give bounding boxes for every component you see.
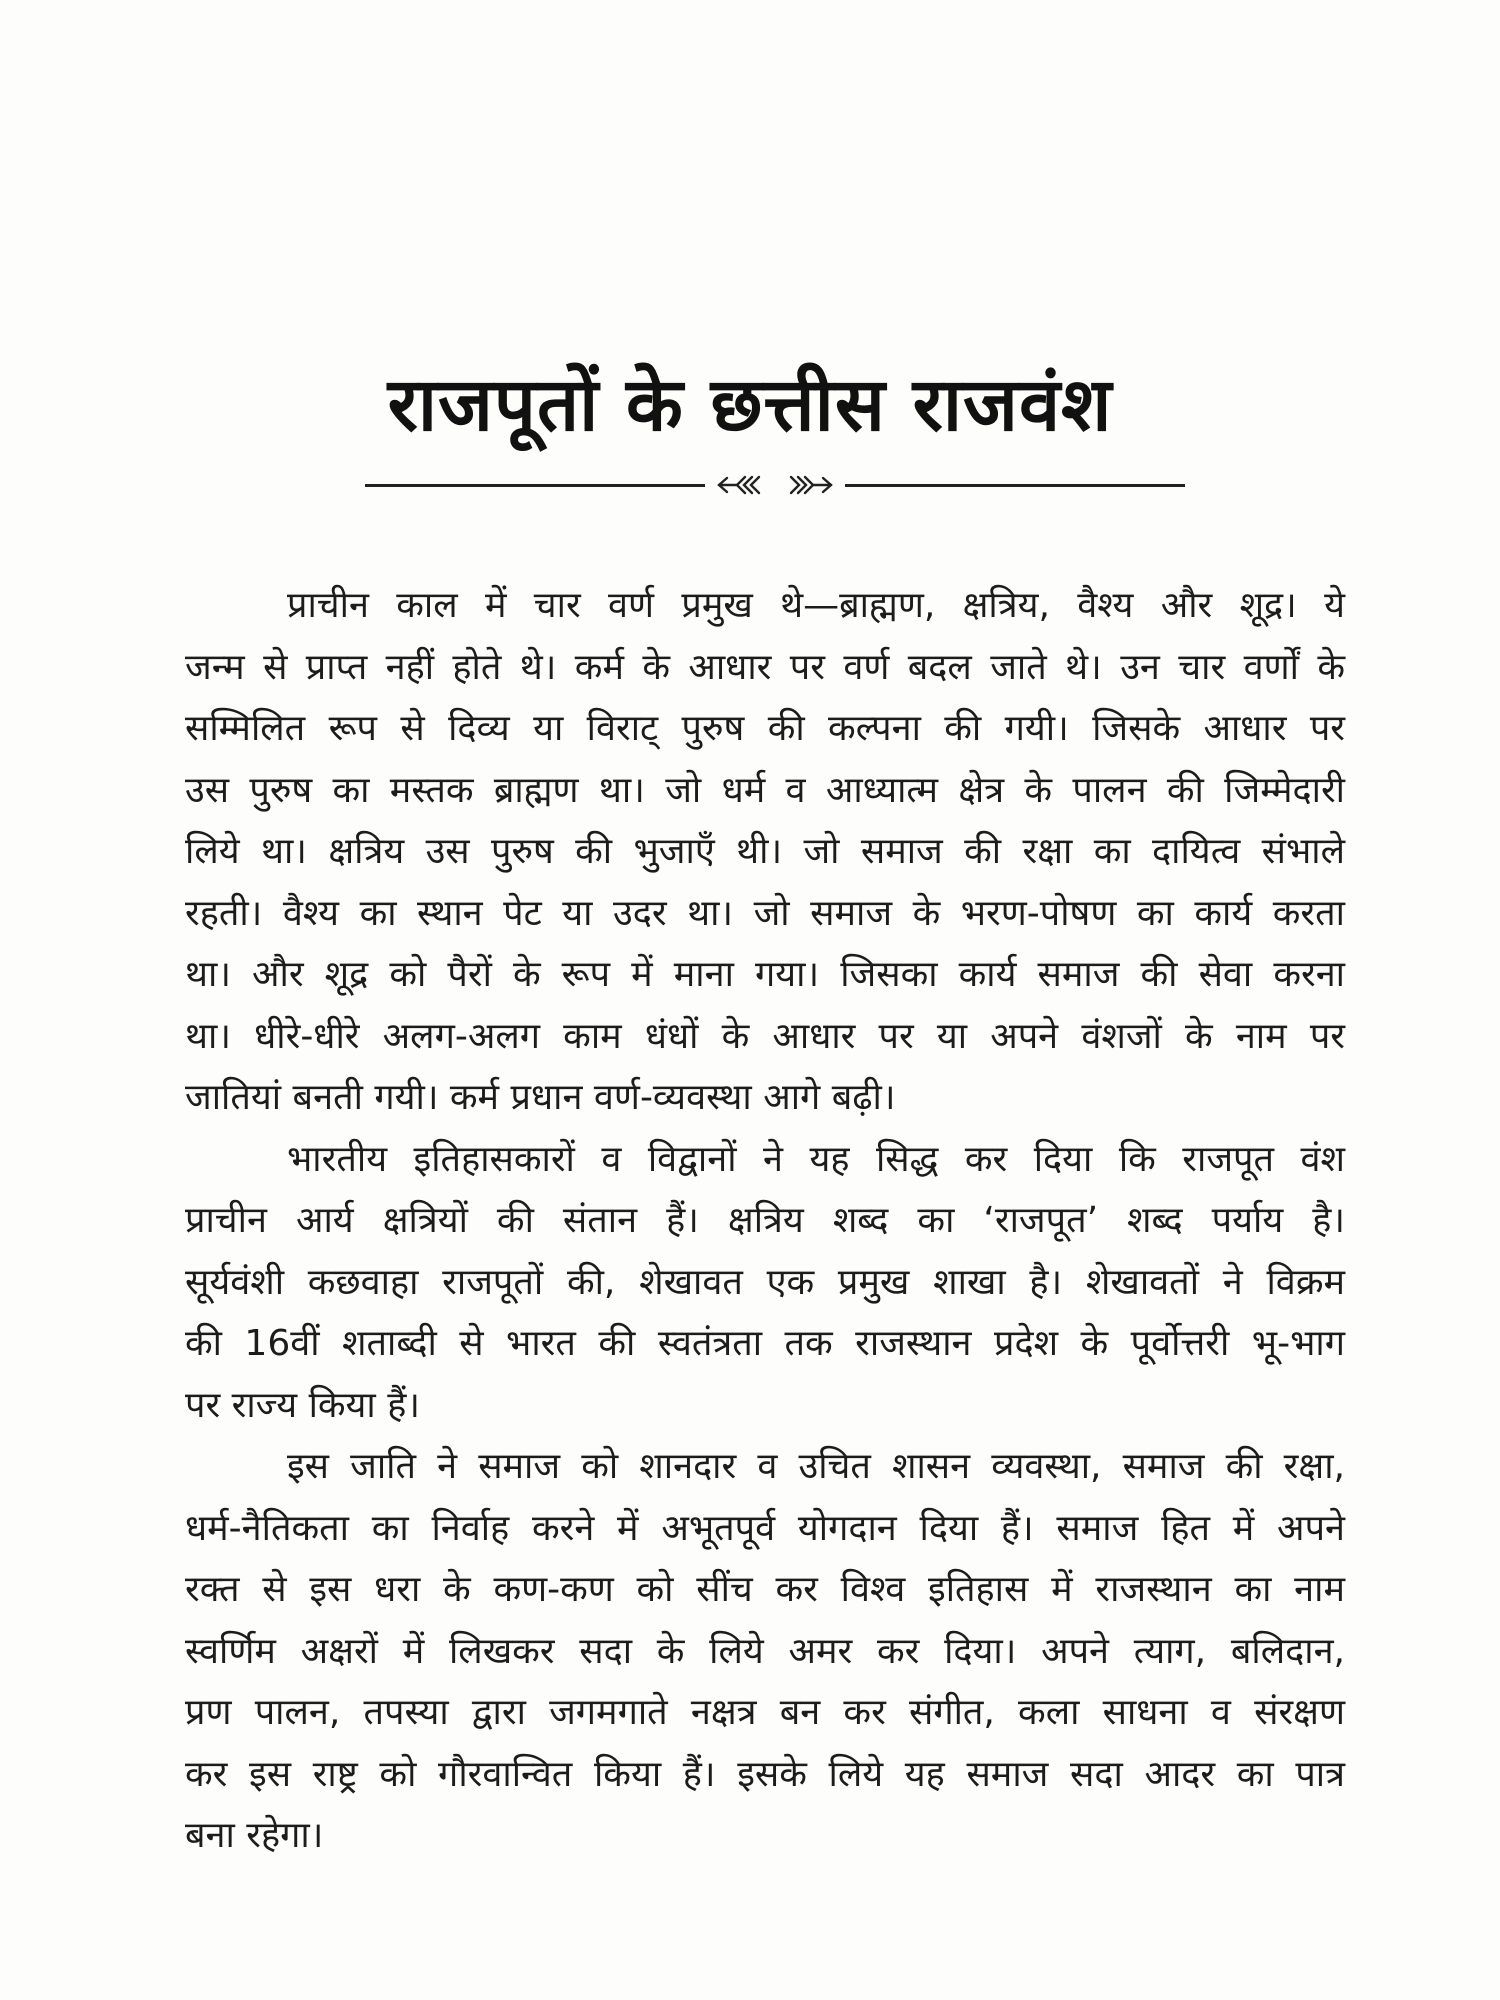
paragraph-3 xyxy=(185,1436,1345,1867)
text-line: धर्म-नैतिकता का निर्वाह करने में अभूतपूर्व योगदान दिया हैं। समाज हित में अपने xyxy=(185,1507,1345,1549)
text-line: लिये था। क्षत्रिय उस पुरुष की भुजाएँ थी। जो समाज की रक्षा का दायित्व संभाले xyxy=(185,831,1345,872)
text-line: पर राज्य किया हैं। xyxy=(185,1384,420,1426)
text-line: रक्त से इस धरा के कण-कण को सींच कर विश्व इतिहास में राजस्थान का नाम xyxy=(185,1569,1345,1610)
text-line: भारतीय इतिहासकारों व विद्वानों ने यह सिद्ध कर दिया कि राजपूत वंश xyxy=(287,1138,1345,1180)
text-line: था। और शूद्र को पैरों के रूप में माना गया। जिसका कार्य समाज की सेवा करना xyxy=(185,954,1345,995)
text-line: कर इस राष्ट्र को गौरवान्वित किया हैं। इसके लिये यह समाज सदा आदर का पात्र xyxy=(185,1753,1345,1795)
text-line: सूर्यवंशी कछवाहा राजपूतों की, शेखावत एक प्रमुख शाखा है। शेखावतों ने विक्रम xyxy=(185,1261,1345,1303)
text-line: की 16वीं शताब्दी से भारत की स्वतंत्रता तक राजस्थान प्रदेश के पूर्वोत्तरी भू-भाग xyxy=(185,1323,1345,1364)
paragraph-2 xyxy=(185,1129,1345,1437)
paragraph-1 xyxy=(185,575,1345,1129)
arrow-ornament-icon xyxy=(715,470,835,500)
text-line: उस पुरुष का मस्तक ब्राह्मण था। जो धर्म व आध्यात्म क्षेत्र के पालन की जिम्मेदारी xyxy=(185,769,1345,811)
text-line: इस जाति ने समाज को शानदार व उचित शासन व्यवस्था, समाज की रक्षा, xyxy=(287,1446,1345,1487)
text-line: स्वर्णिम अक्षरों में लिखकर सदा के लिये अमर कर दिया। अपने त्याग, बलिदान, xyxy=(185,1630,1345,1672)
chapter-title: राजपूतों के छत्तीस राजवंश xyxy=(387,362,1113,448)
title-divider xyxy=(365,470,1185,500)
text-line: जन्म से प्राप्त नहीं होते थे। कर्म के आधार पर वर्ण बदल जाते थे। उन चार वर्णों के xyxy=(185,646,1345,688)
text-line: प्राचीन आर्य क्षत्रियों की संतान हैं। क्षत्रिय शब्द का ‘राजपूत’ शब्द पर्याय है। xyxy=(185,1200,1345,1241)
text-line: था। धीरे-धीरे अलग-अलग काम धंधों के आधार पर या अपने वंशजों के नाम पर xyxy=(185,1015,1345,1057)
text-line: बना रहेगा। xyxy=(185,1815,324,1856)
text-line: जातियां बनती गयी। कर्म प्रधान वर्ण-व्यवस्था आगे बढ़ी। xyxy=(185,1077,896,1118)
text-line: रहती। वैश्य का स्थान पेट या उदर था। जो समाज के भरण-पोषण का कार्य करता xyxy=(185,892,1345,934)
text-line: प्रण पालन, तपस्या द्वारा जगमगाते नक्षत्र बन कर संगीत, कला साधना व संरक्षण xyxy=(185,1692,1345,1733)
divider-rule-right xyxy=(845,484,1185,487)
divider-rule-left xyxy=(365,484,705,487)
chapter-body xyxy=(185,575,1345,1867)
text-line: सम्मिलित रूप से दिव्य या विराट् पुरुष की कल्पना की गयी। जिसके आधार पर xyxy=(185,708,1345,749)
text-line: प्राचीन काल में चार वर्ण प्रमुख थे—ब्राह्मण, क्षत्रिय, वैश्य और शूद्र। ये xyxy=(287,585,1345,626)
